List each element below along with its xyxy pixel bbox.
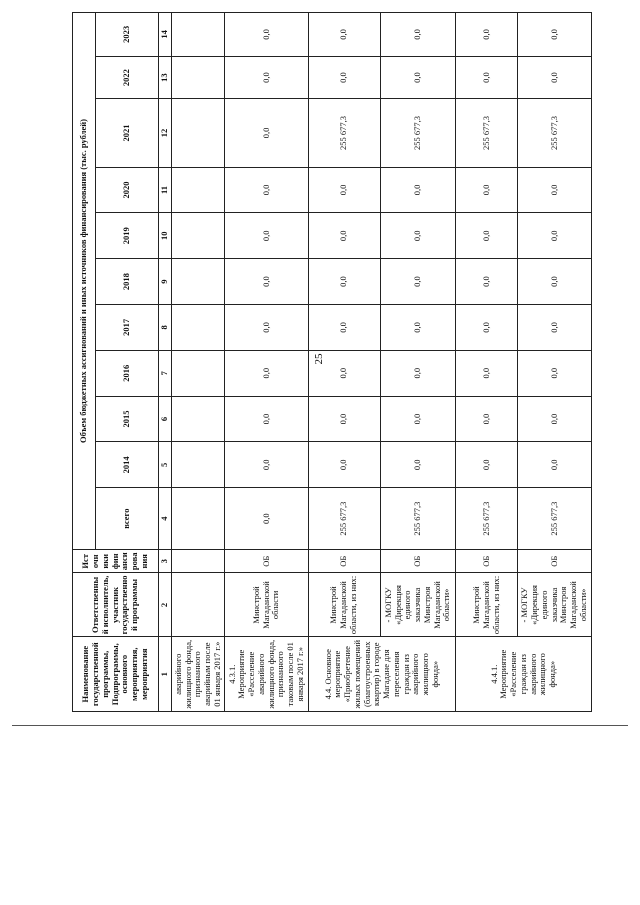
row-value: 0,0 [518, 213, 592, 259]
row-value: 0,0 [380, 167, 456, 213]
row-total [172, 488, 225, 550]
row-value: 0,0 [308, 396, 380, 442]
row-value: 0,0 [225, 259, 308, 305]
column-number: 10 [159, 213, 172, 259]
row-source: ОБ [456, 550, 518, 573]
table-row [172, 13, 225, 712]
row-value: 0,0 [380, 396, 456, 442]
row-value: 0,0 [380, 56, 456, 99]
row-value: 255 677,3 [308, 99, 380, 167]
column-number: 1 [159, 637, 172, 712]
header-total: всего [95, 488, 159, 550]
column-number: 4 [159, 488, 172, 550]
column-number: 13 [159, 56, 172, 99]
row-name: 4.3.1. Мероприятие «Расселение аварийного жилищного фонда, признанного таковым после 01 января 2017 г.» [225, 637, 308, 712]
column-number: 14 [159, 13, 172, 57]
table-row [225, 13, 308, 712]
row-value [172, 305, 225, 351]
row-executor [172, 573, 225, 637]
row-value: 0,0 [308, 213, 380, 259]
row-source: ОБ [225, 550, 308, 573]
row-executor: Минстрой Магаданской области, из них: [456, 573, 518, 637]
row-value: 0,0 [225, 99, 308, 167]
column-number: 9 [159, 259, 172, 305]
page-number: 25 [313, 353, 325, 365]
row-value: 0,0 [225, 13, 308, 57]
row-value: 0,0 [225, 56, 308, 99]
header-year: 2023 [95, 13, 159, 57]
row-value: 0,0 [518, 442, 592, 488]
row-value [172, 56, 225, 99]
row-value: 0,0 [308, 167, 380, 213]
row-value: 255 677,3 [518, 99, 592, 167]
table-row [456, 13, 518, 712]
row-total: 255 677,3 [380, 488, 456, 550]
header-name: Наименование государственной программы, Подпрограммы, основного мероприятия, мероприятия [73, 637, 159, 712]
row-value [172, 167, 225, 213]
rotated-table-wrapper [72, 12, 592, 712]
header-year: 2020 [95, 167, 159, 213]
row-value: 0,0 [225, 350, 308, 396]
row-value: 0,0 [380, 213, 456, 259]
row-value: 0,0 [518, 350, 592, 396]
header-source: Источники финансирования [73, 550, 159, 573]
column-number: 2 [159, 573, 172, 637]
row-value [172, 350, 225, 396]
column-number: 12 [159, 99, 172, 167]
row-value: 0,0 [380, 259, 456, 305]
row-value: 255 677,3 [380, 99, 456, 167]
header-year: 2022 [95, 56, 159, 99]
row-value: 0,0 [518, 259, 592, 305]
table-row [308, 13, 380, 712]
row-total: 255 677,3 [308, 488, 380, 550]
row-value: 0,0 [380, 442, 456, 488]
row-value: 0,0 [308, 13, 380, 57]
row-value: 0,0 [308, 56, 380, 99]
page-divider [12, 725, 628, 726]
row-value: 0,0 [456, 213, 518, 259]
row-value: 0,0 [456, 56, 518, 99]
row-total: 255 677,3 [518, 488, 592, 550]
row-value: 0,0 [456, 259, 518, 305]
row-value [172, 99, 225, 167]
row-value [172, 213, 225, 259]
row-value: 0,0 [225, 213, 308, 259]
row-executor: - МОГКУ «Дирекция единого заказчика Минстроя Магаданской области» [518, 573, 592, 637]
header-year: 2015 [95, 396, 159, 442]
row-value [172, 396, 225, 442]
column-number: 3 [159, 550, 172, 573]
row-value: 255 677,3 [456, 99, 518, 167]
header-year: 2019 [95, 213, 159, 259]
table-row [518, 13, 592, 712]
header-year: 2014 [95, 442, 159, 488]
header-year: 2017 [95, 305, 159, 351]
row-value: 0,0 [456, 442, 518, 488]
row-executor: Минстрой Магаданской области, из них: [308, 573, 380, 637]
row-value: 0,0 [456, 167, 518, 213]
row-value: 0,0 [308, 259, 380, 305]
row-value: 0,0 [518, 167, 592, 213]
row-name: 4.4.1. Мероприятие «Расселение граждан из аварийного жилищного фонда» [456, 637, 592, 712]
row-value: 0,0 [380, 305, 456, 351]
row-value: 0,0 [456, 350, 518, 396]
row-value: 0,0 [456, 396, 518, 442]
row-value: 0,0 [456, 305, 518, 351]
row-total: 255 677,3 [456, 488, 518, 550]
row-value: 0,0 [456, 13, 518, 57]
header-year: 2018 [95, 259, 159, 305]
row-value: 0,0 [518, 305, 592, 351]
row-name: аварийного жилищного фонда, признанного аварийным после 01 января 2017 г.» [172, 637, 225, 712]
row-source: ОБ [380, 550, 456, 573]
row-value: 0,0 [518, 13, 592, 57]
header-year: 2021 [95, 99, 159, 167]
row-executor: - МОГКУ «Дирекция единого заказчика Минстроя Магаданской области» [380, 573, 456, 637]
row-value: 0,0 [380, 13, 456, 57]
row-name: 4.4. Основное мероприятие «Приобретение жилых помещений (благоустроенных квартир) в городе Магадане для переселения граждан из аварийного жилищного фонда» [308, 637, 456, 712]
row-executor: Минстрой Магаданской области [225, 573, 308, 637]
table-row [380, 13, 456, 712]
row-value: 0,0 [225, 442, 308, 488]
column-number: 6 [159, 396, 172, 442]
row-value: 0,0 [518, 56, 592, 99]
row-value: 0,0 [518, 396, 592, 442]
row-value: 0,0 [308, 305, 380, 351]
row-value: 0,0 [225, 167, 308, 213]
row-value [172, 13, 225, 57]
header-volume: Объем бюджетных ассигнований и иных источников финансирования (тыс. рублей) [73, 13, 96, 550]
row-value: 0,0 [308, 442, 380, 488]
financing-table [72, 12, 592, 712]
column-number: 5 [159, 442, 172, 488]
header-year: 2016 [95, 350, 159, 396]
row-source: ОБ [518, 550, 592, 573]
document-sheet [72, 12, 592, 712]
column-number: 7 [159, 350, 172, 396]
row-value: 0,0 [308, 350, 380, 396]
column-number: 11 [159, 167, 172, 213]
column-number: 8 [159, 305, 172, 351]
row-value: 0,0 [380, 350, 456, 396]
row-source: ОБ [308, 550, 380, 573]
header-executor: Ответственный исполнитель, участник государственной программы [73, 573, 159, 637]
row-value: 0,0 [225, 305, 308, 351]
row-value [172, 259, 225, 305]
row-value [172, 442, 225, 488]
row-total: 0,0 [225, 488, 308, 550]
row-value: 0,0 [225, 396, 308, 442]
row-source [172, 550, 225, 573]
